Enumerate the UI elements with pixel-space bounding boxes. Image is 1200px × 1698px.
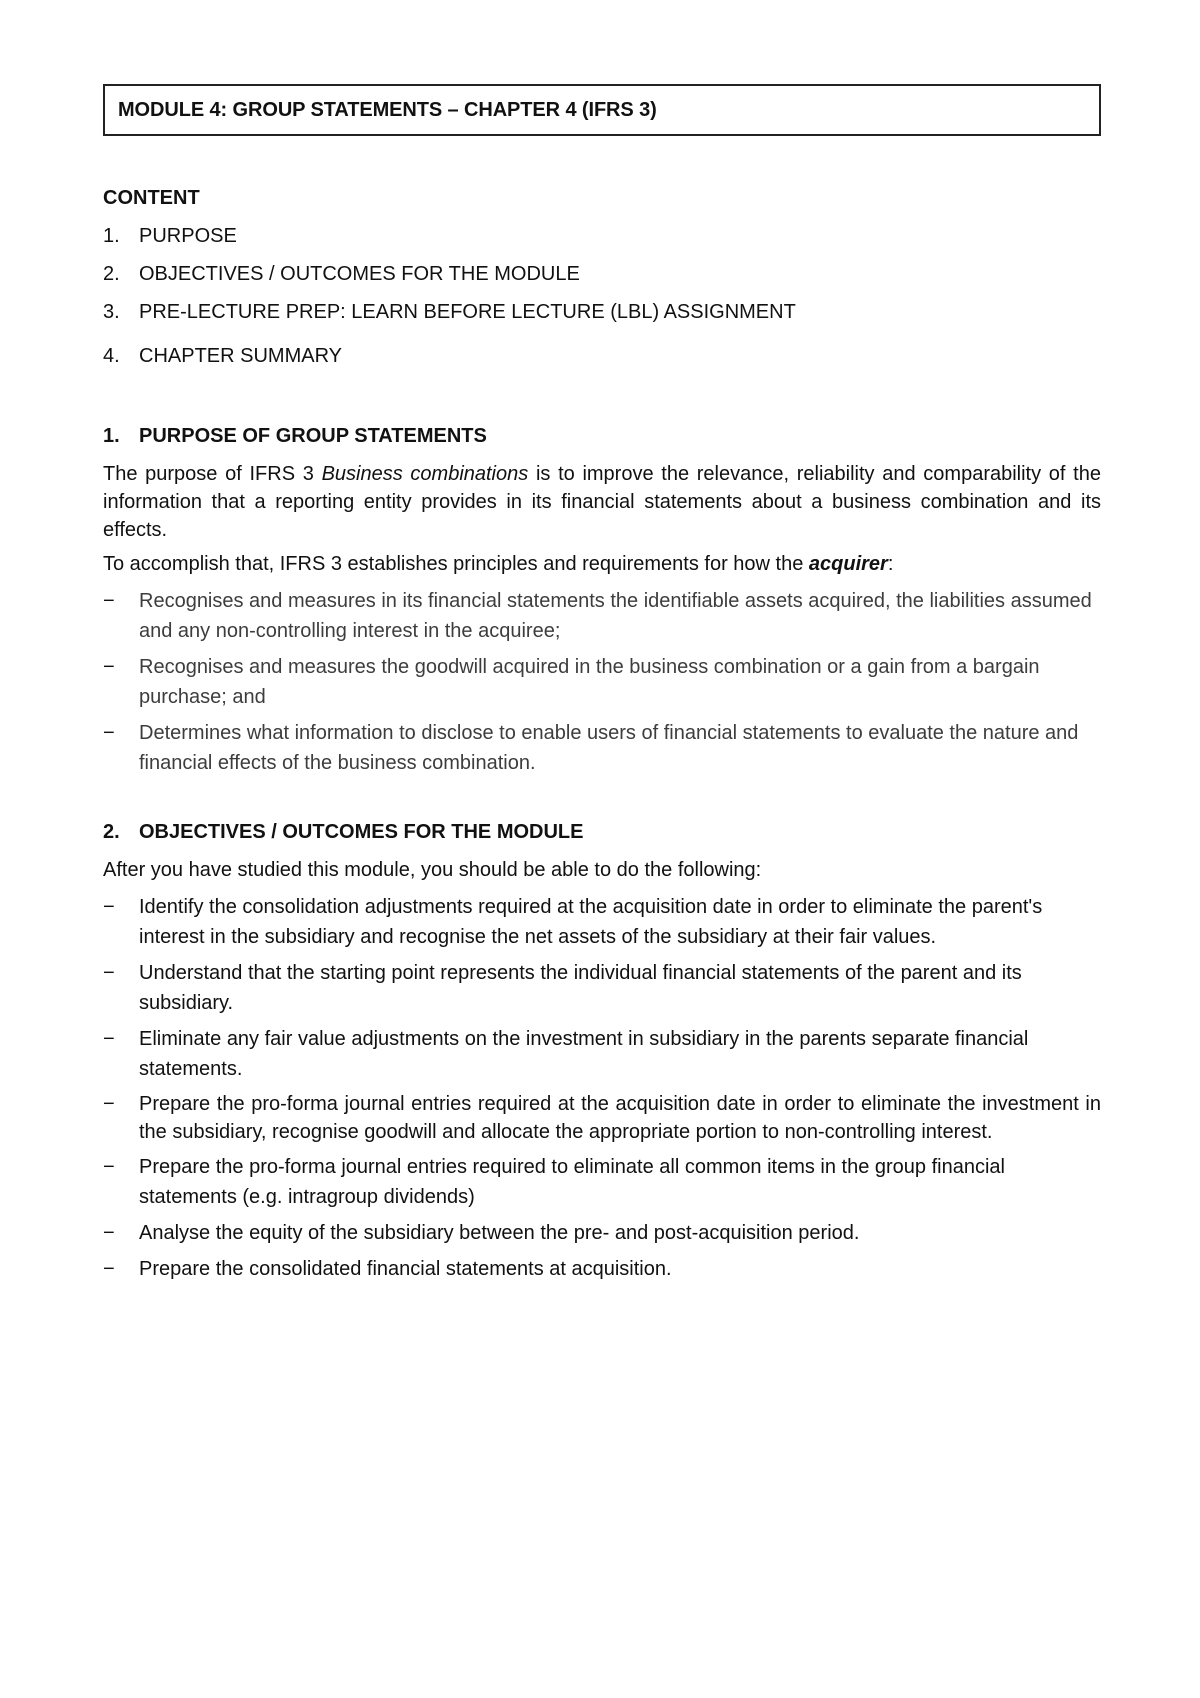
list-item xyxy=(103,652,1101,712)
list-item xyxy=(103,1090,1101,1146)
contents-item xyxy=(103,342,1101,370)
dash-bullet: − xyxy=(103,1028,115,1050)
list-item-text: Prepare the consolidated financial statements at acquisition. xyxy=(139,1258,672,1280)
list-item-text: Identify the consolidation adjustments required at the acquisition date in order to eliminate the parent's interest in the subsidiary and recognise the net assets of the subsidiary at their fair values. xyxy=(139,896,1043,948)
module-title-box xyxy=(103,84,1101,136)
module-title: MODULE 4: GROUP STATEMENTS – CHAPTER 4 (IFRS 3) xyxy=(118,99,657,121)
section-1-paragraph-1-end: is to improve the relevance, reliability and comparability of the information that a reporting entity provides in its financial statements about a business combination and its effects. xyxy=(103,463,1101,541)
list-item xyxy=(103,1152,1101,1212)
ifrs-3-title: Business combinations xyxy=(321,463,529,485)
dash-bullet: − xyxy=(103,656,115,678)
dash-bullet: − xyxy=(103,1093,115,1115)
list-item-text: Determines what information to disclose to enable users of financial statements to evaluate the nature and financial effects of the business combination. xyxy=(139,722,1079,774)
section-2-bullet-list xyxy=(103,892,1101,1284)
section-1-paragraph-2-end: : xyxy=(887,553,894,575)
contents-heading: CONTENT xyxy=(103,187,200,209)
contents-item-label: PRE-LECTURE PREP: LEARN BEFORE LECTURE (LBL) ASSIGNMENT xyxy=(139,301,796,323)
list-item xyxy=(103,1218,1101,1248)
section-2-intro: After you have studied this module, you should be able to do the following: xyxy=(103,859,762,881)
contents-item xyxy=(103,298,1101,326)
list-item xyxy=(103,892,1101,952)
list-item-text: Prepare the pro-forma journal entries required to eliminate all common items in the group financial statements (e.g. intragroup dividends) xyxy=(139,1156,1005,1208)
contents-item-number: 3. xyxy=(103,301,120,323)
list-item xyxy=(103,586,1101,646)
document-body xyxy=(103,184,1101,1290)
dash-bullet: − xyxy=(103,722,115,744)
dash-bullet: − xyxy=(103,590,115,612)
contents-list xyxy=(103,222,1101,370)
section-1-number: 1. xyxy=(103,425,120,447)
list-item-text: Understand that the starting point represents the individual financial statements of the parent and its subsidiary. xyxy=(139,962,1022,1014)
dash-bullet: − xyxy=(103,1222,115,1244)
acquirer-term: acquirer xyxy=(808,553,888,575)
list-item-text: Recognises and measures in its financial statements the identifiable assets acquired, the liabilities assumed and any non-controlling interest in the acquiree; xyxy=(139,590,1092,642)
list-item-text: Eliminate any fair value adjustments on the investment in subsidiary in the parents separate financial statements. xyxy=(139,1028,1029,1080)
dash-bullet: − xyxy=(103,896,115,918)
contents-item-number: 4. xyxy=(103,345,120,367)
contents-item xyxy=(103,260,1101,288)
dash-bullet: − xyxy=(103,1258,115,1280)
section-1-paragraph-1 xyxy=(103,460,1101,544)
dash-bullet: − xyxy=(103,1156,115,1178)
list-item xyxy=(103,958,1101,1018)
contents-item-number: 2. xyxy=(103,263,120,285)
dash-bullet: − xyxy=(103,962,115,984)
section-1-bullet-list xyxy=(103,586,1101,778)
list-item xyxy=(103,718,1101,778)
section-1-paragraph-2 xyxy=(103,550,1101,578)
contents-item-label: OBJECTIVES / OUTCOMES FOR THE MODULE xyxy=(139,263,580,285)
contents-item-number: 1. xyxy=(103,225,120,247)
list-item xyxy=(103,1024,1101,1084)
section-2-heading xyxy=(103,818,1101,846)
section-1-title: PURPOSE OF GROUP STATEMENTS xyxy=(139,425,487,447)
section-2-number: 2. xyxy=(103,821,120,843)
list-item-text: Recognises and measures the goodwill acquired in the business combination or a gain from a bargain purchase; and xyxy=(139,656,1040,708)
section-1-paragraph-1-start: The purpose of IFRS 3 xyxy=(103,463,322,485)
contents-item-label: PURPOSE xyxy=(139,225,237,247)
section-2-title: OBJECTIVES / OUTCOMES FOR THE MODULE xyxy=(139,821,584,843)
list-item-text: Analyse the equity of the subsidiary between the pre- and post-acquisition period. xyxy=(139,1222,860,1244)
contents-item xyxy=(103,222,1101,250)
section-1-heading xyxy=(103,422,1101,450)
list-item-text: Prepare the pro-forma journal entries required at the acquisition date in order to eliminate the investment in the subsidiary, recognise goodwill and allocate the appropriate portion to non-controlling interest. xyxy=(139,1093,1101,1143)
list-item xyxy=(103,1254,1101,1284)
contents-item-label: CHAPTER SUMMARY xyxy=(139,345,342,367)
section-1-paragraph-2-start: To accomplish that, IFRS 3 establishes principles and requirements for how the xyxy=(103,553,809,575)
